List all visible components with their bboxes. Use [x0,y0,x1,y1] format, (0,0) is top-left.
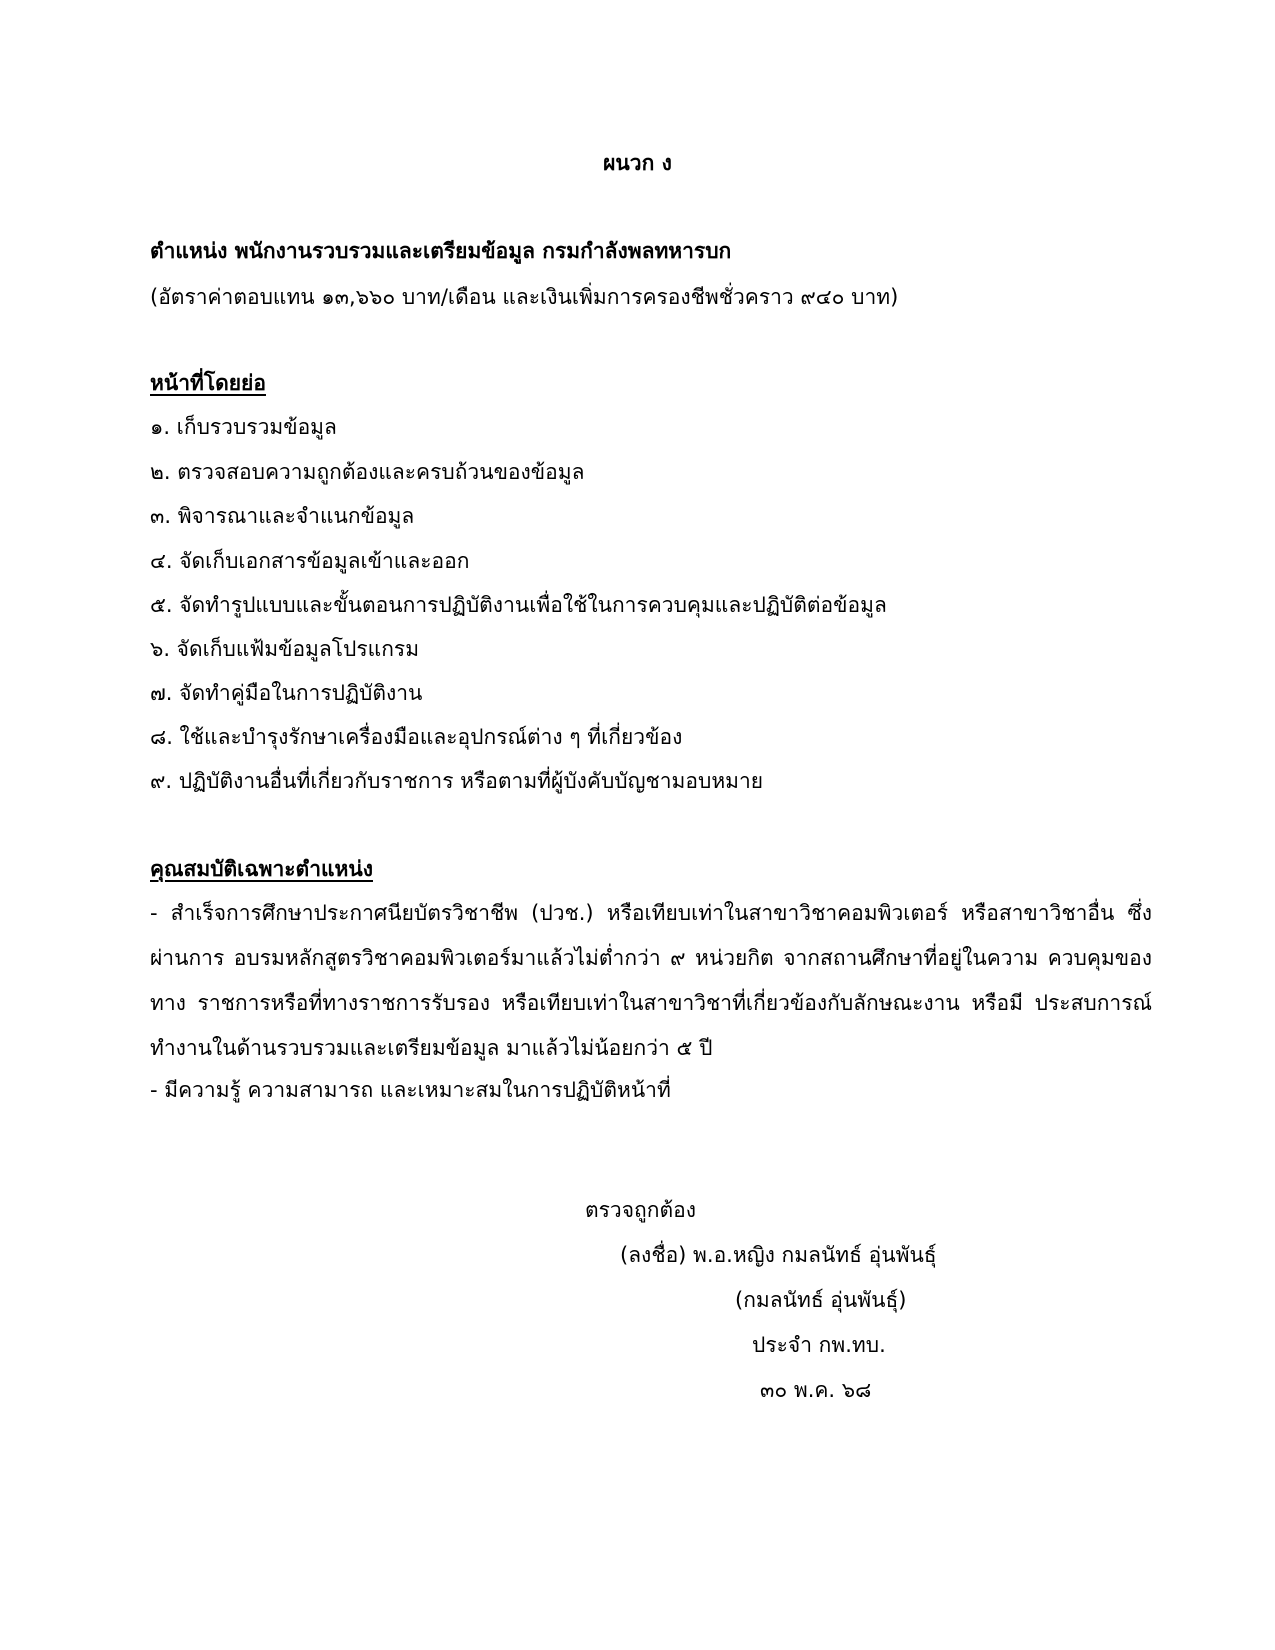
duty-item: ๒. ตรวจสอบความถูกต้องและครบถ้วนของข้อมูล [150,460,585,484]
qualification-paragraph: - สำเร็จการศึกษาประกาศนียบัตรวิชาชีพ (ปวช.) หรือเทียบเท่าในสาขาวิชาคอมพิวเตอร์ หรือสาขาวิชาอื่น ซึ่งผ่านการ อบรมหลักสูตรวิชาคอมพิวเตอร์มาแล้วไม่ต่ำกว่า ๙ หน่วยกิต จากสถานศึกษาที่อยู่ในความ ควบคุมของทาง ราชการหรือที่ทางราชการรับรอง หรือเทียบเท่าในสาขาวิชาที่เกี่ยวข้องกับลักษณะงาน หรือมี ประสบการณ์ทำงานในด้านรวบรวมและเตรียมข้อมูล มาแล้วไม่น้อยกว่า ๕ ปี [150,901,1152,1060]
qualification-paragraph-2: - มีความรู้ ความสามารถ และเหมาะสมในการปฏิบัติหน้าที่ [150,1078,671,1102]
duty-item: ๔. จัดเก็บเอกสารข้อมูลเข้าและออก [150,549,470,573]
duty-item: ๓. พิจารณาและจำแนกข้อมูล [150,504,415,528]
position-title: ตำแหน่ง พนักงานรวบรวมและเตรียมข้อมูล กรมกำลังพลทหารบก [150,239,732,263]
signer-name: (กมลนัทธ์ อุ่นพันธุ์) [735,1288,907,1312]
duty-item: ๑. เก็บรวบรวมข้อมูล [150,415,337,439]
duties-heading: หน้าที่โดยย่อ [150,371,266,395]
duty-item: ๖. จัดเก็บแฟ้มข้อมูลโปรแกรม [150,637,420,661]
signature-date: ๓๐ พ.ค. ๖๘ [760,1378,872,1402]
duty-item: ๗. จัดทำคู่มือในการปฏิบัติงาน [150,681,423,705]
signature-line: (ลงชื่อ) พ.อ.หญิง กมลนัทธ์ อุ่นพันธุ์ [620,1243,937,1267]
appendix-title: ผนวก ง [603,151,672,175]
duty-item: ๘. ใช้และบำรุงรักษาเครื่องมือและอุปกรณ์ต่าง ๆ ที่เกี่ยวข้อง [150,725,683,749]
signer-office: ประจำ กพ.ทบ. [752,1333,886,1357]
duty-item: ๕. จัดทำรูปแบบและขั้นตอนการปฏิบัติงานเพื่อใช้ในการควบคุมและปฏิบัติต่อข้อมูล [150,593,887,617]
compensation-line: (อัตราค่าตอบแทน ๑๓,๖๖๐ บาท/เดือน และเงินเพิ่มการครองชีพชั่วคราว ๙๔๐ บาท) [150,285,899,309]
verified-label: ตรวจถูกต้อง [585,1198,696,1222]
duty-item: ๙. ปฏิบัติงานอื่นที่เกี่ยวกับราชการ หรือตามที่ผู้บังคับบัญชามอบหมาย [150,769,764,793]
qualifications-heading: คุณสมบัติเฉพาะตำแหน่ง [150,857,373,881]
